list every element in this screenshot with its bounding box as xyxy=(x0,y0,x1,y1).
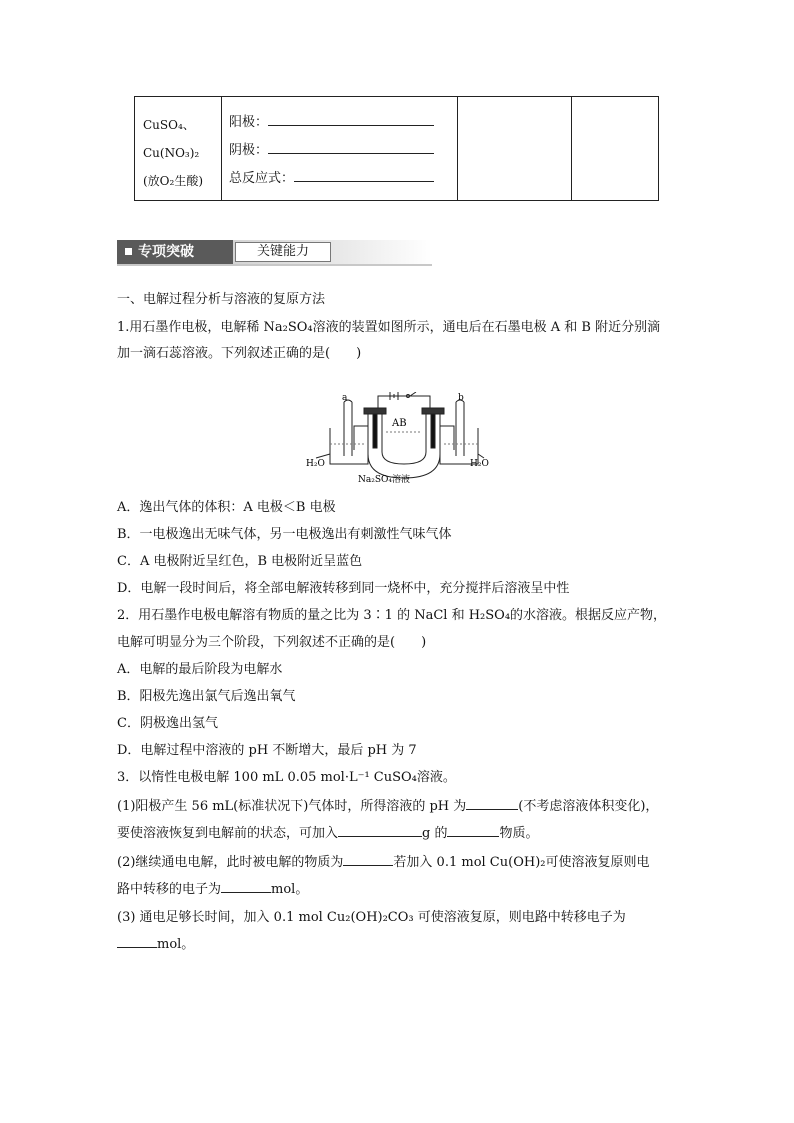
stopper-left xyxy=(364,408,386,414)
q1-option-b: B．一电极逸出无味气体，另一电极逸出有刺激性气味气体 xyxy=(117,527,452,542)
table-divider xyxy=(221,97,222,200)
anode-blank[interactable] xyxy=(268,111,434,126)
compound-line: CuSO₄、 xyxy=(143,118,195,132)
compound-line: (放O₂生酸) xyxy=(143,174,204,188)
q1-option-a: A．逸出气体的体积：A 电极＜B 电极 xyxy=(117,500,336,515)
q3-part1-line2: 要使溶液恢复到电解前的状态，可加入 g 的 物质。 xyxy=(117,822,539,841)
label-a: a xyxy=(342,393,348,403)
answer-blank[interactable] xyxy=(338,822,422,837)
q2-stem-line: 2．用石墨作电极电解溶有物质的量之比为 3∶1 的 NaCl 和 H₂SO₄的水溶液。根据反应产物， xyxy=(117,608,667,623)
square-icon xyxy=(125,248,132,255)
answer-blank[interactable] xyxy=(221,878,271,893)
table-divider xyxy=(571,97,572,200)
total-reaction-blank[interactable] xyxy=(294,167,434,182)
switch-lever xyxy=(410,392,416,396)
electrode-b xyxy=(431,414,435,448)
reaction-table xyxy=(134,96,659,201)
total-reaction-label: 总反应式： xyxy=(229,171,295,186)
q2-option-d: D．电解过程中溶液的 pH 不断增大，最后 pH 为 7 xyxy=(117,743,417,758)
q3-part3-line1: (3) 通电足够长时间，加入 0.1 mol Cu₂(OH)₂CO₃ 可使溶液复原，则电路中转移电子为 xyxy=(117,910,626,925)
label-ab: AB xyxy=(392,418,407,429)
q2-option-b: B．阳极先逸出氯气后逸出氧气 xyxy=(117,689,296,704)
q3-part2-line1: (2)继续通电电解，此时被电解的物质为 若加入 0.1 mol Cu(OH)₂可使溶液复原则电 xyxy=(117,851,649,870)
label-h2o-right: H₂O xyxy=(470,459,489,469)
label-h2o-left: H₂O xyxy=(306,459,325,469)
answer-blank[interactable] xyxy=(343,851,393,866)
section-heading: 一、电解过程分析与溶液的复原方法 xyxy=(117,292,326,307)
answer-blank[interactable] xyxy=(447,822,499,837)
answer-blank[interactable] xyxy=(466,795,518,810)
h2o-right-pointer xyxy=(478,454,484,458)
q1-stem-line: 1.用石墨作电极，电解稀 Na₂SO₄溶液的装置如图所示，通电后在石墨电极 A 和 B 附近分别滴 xyxy=(117,320,661,335)
electrolysis-apparatus-figure xyxy=(300,392,500,484)
label-solution: Na₂SO₄溶液 xyxy=(358,475,411,484)
collecting-tube-b xyxy=(456,400,464,456)
q2-option-a: A．电解的最后阶段为电解水 xyxy=(117,662,283,677)
cathode-label: 阴极： xyxy=(229,143,269,158)
banner-title: 专项突破 xyxy=(117,240,233,264)
q3-part1-line1: (1)阳极产生 56 mL(标准状况下)气体时，所得溶液的 pH 为 (不考虑溶液体积变化)， xyxy=(117,795,658,814)
q2-stem-line: 电解可明显分为三个阶段，下列叙述不正确的是( ) xyxy=(117,635,427,650)
q3-part3-line2: mol。 xyxy=(117,933,194,952)
label-b: b xyxy=(458,393,464,403)
anode-label: 阳极： xyxy=(229,115,269,130)
electrode-a xyxy=(373,414,377,448)
side-tube-left xyxy=(354,426,368,450)
section-banner xyxy=(117,238,432,266)
banner-subtitle: 关键能力 xyxy=(235,242,331,262)
compound-line: Cu(NO₃)₂ xyxy=(143,146,200,160)
table-divider xyxy=(457,97,458,200)
table-compound-cell xyxy=(143,111,203,195)
answer-blank[interactable] xyxy=(117,933,157,948)
table-equation-cell xyxy=(229,109,434,193)
q3-part2-line2: 路中转移的电子为 mol。 xyxy=(117,878,308,897)
h2o-left-pointer xyxy=(316,454,330,458)
q2-option-c: C．阴极逸出氢气 xyxy=(117,716,218,731)
cathode-blank[interactable] xyxy=(268,139,434,154)
q1-option-c: C．A 电极附近呈红色，B 电极附近呈蓝色 xyxy=(117,554,363,569)
q3-stem: 3．以惰性电极电解 100 mL 0.05 mol·L⁻¹ CuSO₄溶液。 xyxy=(117,770,456,785)
side-tube-right xyxy=(440,426,454,450)
collecting-tube-a xyxy=(344,400,352,456)
q1-option-d: D．电解一段时间后，将全部电解液转移到同一烧杯中，充分搅拌后溶液呈中性 xyxy=(117,581,570,596)
stopper-right xyxy=(422,408,444,414)
beaker-left xyxy=(330,428,368,464)
q1-stem-line: 加一滴石蕊溶液。下列叙述正确的是( ) xyxy=(117,346,362,361)
